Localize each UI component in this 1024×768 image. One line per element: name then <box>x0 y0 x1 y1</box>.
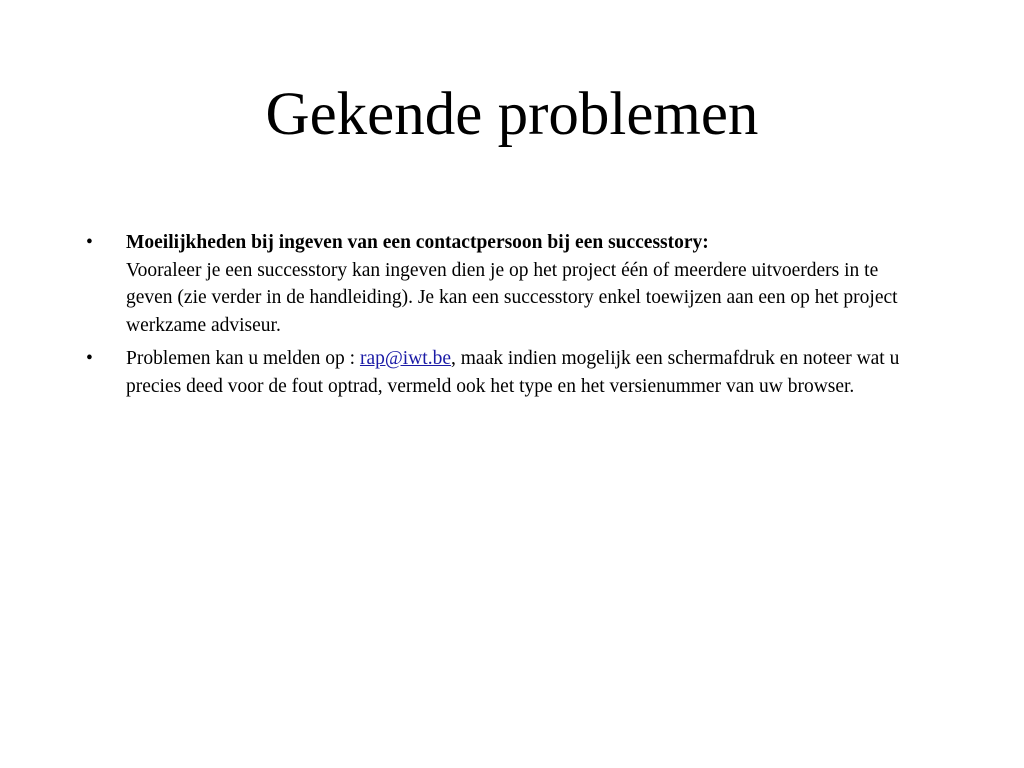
item-prefix: Problemen kan u melden op : <box>126 348 360 369</box>
bullet-icon: • <box>86 232 93 253</box>
slide-title: Gekende problemen <box>265 81 759 148</box>
bullet-icon: • <box>86 348 93 369</box>
email-link[interactable]: rap@iwt.be <box>359 348 452 369</box>
bullet-list <box>86 229 926 406</box>
item-body: Vooraleer je een successtory kan ingeven dien je op het project één of meerdere uitvoerders in te geven (zie verder in de handleiding). Je kan een successtory enkel toewijzen aan een op het project werkzame adviseur. <box>126 259 898 336</box>
list-item <box>86 229 926 339</box>
list-item <box>86 345 926 400</box>
item-heading: Moeilijkheden bij ingeven van een contactpersoon bij een successtory: <box>126 232 709 253</box>
item-suffix: , maak indien mogelijk een schermafdruk en noteer wat u precies deed voor de fout optrad, vermeld ook het type en het versienummer van uw browser. <box>126 348 900 397</box>
